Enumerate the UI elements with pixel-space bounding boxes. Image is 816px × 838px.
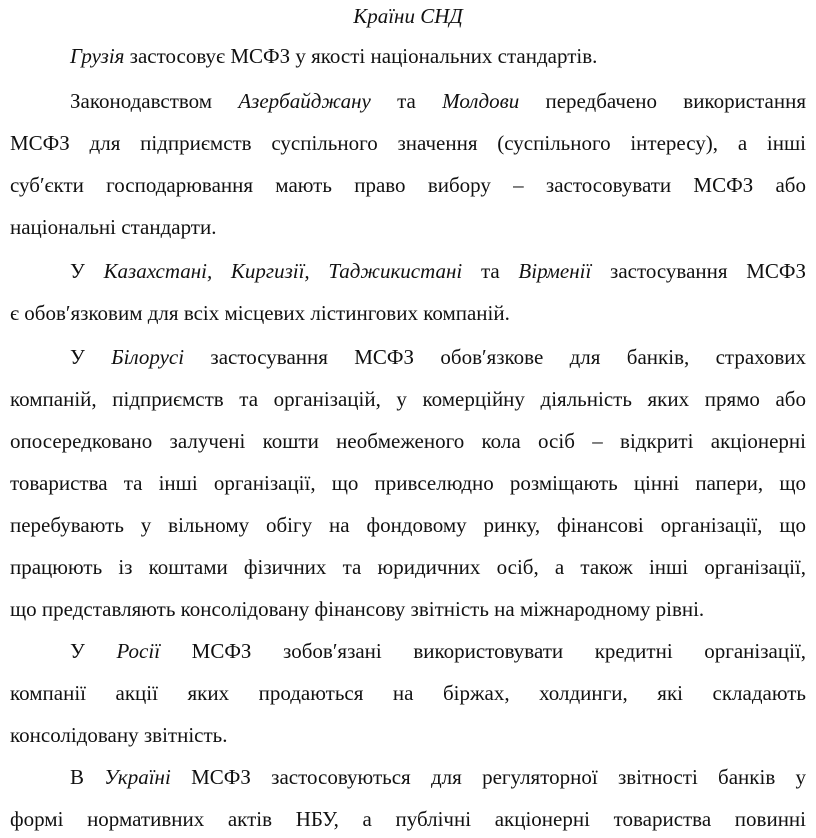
paragraph-text: У xyxy=(70,259,85,283)
paragraph-line: компанії акції яких продаються на біржах, холдинги, які складають xyxy=(10,681,806,705)
paragraph-text: застосування МСФЗ обов′язкове для банків, страхових xyxy=(210,345,807,369)
paragraph-text: МСФЗ застосовуються для регуляторної звітності банків у xyxy=(191,765,807,789)
paragraph-text: У xyxy=(70,345,85,369)
country-name: Молдови xyxy=(442,89,520,113)
country-name: Росії xyxy=(116,639,161,663)
paragraph-line: національні стандарти. xyxy=(10,215,217,239)
paragraph-text: МСФЗ зобов′язані використовувати кредитні організації, xyxy=(191,639,807,663)
paragraph-line: суб′єкти господарювання мають право вибору – застосовувати МСФЗ або xyxy=(10,173,806,197)
country-name: Вірменії xyxy=(518,259,592,283)
paragraph-line: що представляють консолідовану фінансову звітність на міжнародному рівні. xyxy=(10,597,705,621)
paragraph-ukraine-line-1 xyxy=(70,763,806,791)
paragraph-text: У xyxy=(70,639,85,663)
paragraph-text: застосовує МСФЗ у якості національних стандартів. xyxy=(129,44,598,68)
country-name: Білорусі xyxy=(111,345,185,369)
paragraph-line: товариства та інші організації, що привселюдно розміщають цінні папери, що xyxy=(10,471,806,495)
paragraph-text: В xyxy=(70,765,85,789)
paragraph-belarus-line-1 xyxy=(70,343,806,371)
section-title: Країни СНД xyxy=(353,4,463,28)
paragraph-georgia xyxy=(70,42,806,70)
paragraph-line: перебувають у вільному обігу на фондовому ринку, фінансові організації, що xyxy=(10,513,806,537)
paragraph-text: застосування МСФЗ xyxy=(610,259,807,283)
paragraph-text: передбачено використання xyxy=(545,89,807,113)
paragraph-line: компаній, підприємств та організацій, у комерційну діяльність яких прямо або xyxy=(10,387,806,411)
paragraph-russia-line-1 xyxy=(70,637,806,665)
paragraph-text: та xyxy=(480,259,500,283)
paragraph-line: є обов′язковим для всіх місцевих лістингових компаній. xyxy=(10,301,510,325)
paragraph-line: працюють із коштами фізичних та юридичних осіб, а також інші організації, xyxy=(10,555,806,579)
paragraph-text: Законодавством xyxy=(70,89,213,113)
paragraph-line: формі нормативних актів НБУ, а публічні акціонерні товариства повинні xyxy=(10,807,806,831)
paragraph-text: та xyxy=(397,89,416,113)
paragraph-central-asia-line-1 xyxy=(70,257,806,285)
paragraph-line: опосередковано залучені кошти необмеженого кола осіб – відкриті акціонерні xyxy=(10,429,806,453)
paragraph-line: консолідовану звітність. xyxy=(10,723,228,747)
country-name: Казахстані, Киргизії, Таджикистані xyxy=(103,259,463,283)
country-name: Азербайджану xyxy=(238,89,371,113)
paragraph-azerbaijan-moldova-line-1 xyxy=(70,87,806,115)
country-name: Україні xyxy=(104,765,171,789)
paragraph-line: МСФЗ для підприємств суспільного значення (суспільного інтересу), а інші xyxy=(10,131,806,155)
country-name: Грузія xyxy=(70,44,125,68)
